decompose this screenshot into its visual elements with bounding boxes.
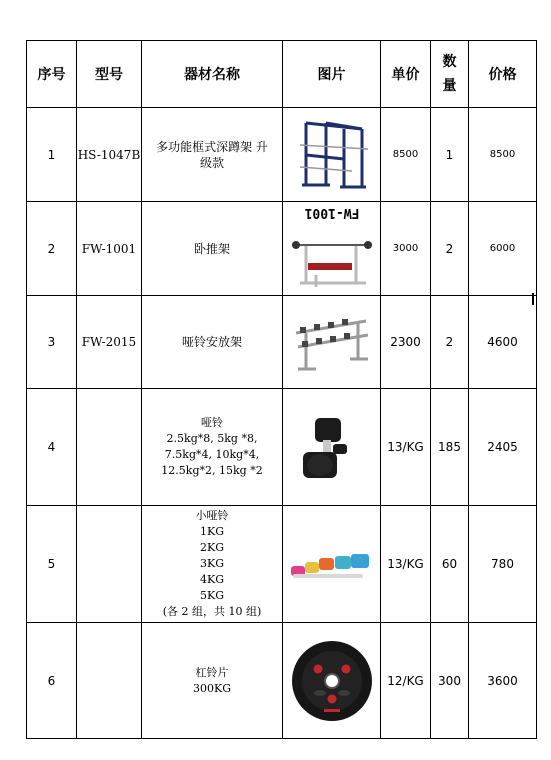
- table-row: [27, 108, 537, 202]
- cell-image: [283, 108, 381, 202]
- cell-unit-price: 12/KG: [381, 623, 431, 739]
- name-line: 3KG: [199, 557, 224, 570]
- cell-index: 1: [27, 108, 77, 202]
- cell-image: [283, 389, 381, 506]
- squat-rack-image: [292, 115, 372, 195]
- header-row: [27, 41, 537, 108]
- header-quantity-top: 数: [442, 54, 457, 70]
- header-index: 序号: [27, 41, 77, 108]
- cell-price: 780: [469, 506, 537, 623]
- cell-index: 5: [27, 506, 77, 623]
- name-line: 卧推架: [193, 241, 230, 256]
- cell-model: FW-2015: [77, 296, 142, 389]
- dumbbell-rack-image: [286, 307, 378, 377]
- table-row: [27, 506, 537, 623]
- cell-image: [283, 506, 381, 623]
- table-row: [27, 296, 537, 389]
- cell-price: 2405: [469, 389, 537, 506]
- cell-name: [142, 506, 283, 623]
- header-unit-price: 单价: [381, 41, 431, 108]
- table-row: [27, 389, 537, 506]
- cell-index: 3: [27, 296, 77, 389]
- table-row: [27, 202, 537, 296]
- name-line: 多功能框式深蹲架 升: [156, 139, 268, 154]
- name-line: 小哑铃: [195, 509, 229, 522]
- name-line: 300KG: [192, 681, 231, 695]
- name-line: 杠铃片: [195, 665, 229, 679]
- header-price: 价格: [469, 41, 537, 108]
- margin-mark: [532, 293, 534, 305]
- cell-quantity: 2: [431, 202, 469, 296]
- cell-price: 4600: [469, 296, 537, 389]
- cell-quantity: 60: [431, 506, 469, 623]
- cell-model: [77, 623, 142, 739]
- equipment-table: [26, 40, 537, 739]
- cell-image: [283, 623, 381, 739]
- name-line: 哑铃安放架: [181, 335, 242, 349]
- name-line: 7.5kg*4, 10kg*4,: [164, 448, 260, 461]
- weight-plate-image: [290, 639, 374, 723]
- header-model: 型号: [77, 41, 142, 108]
- cell-model: [77, 389, 142, 506]
- cell-quantity: 185: [431, 389, 469, 506]
- cell-unit-price: 2300: [381, 296, 431, 389]
- name-line: 2KG: [199, 541, 224, 554]
- header-quantity-bottom: 量: [442, 78, 457, 94]
- cell-quantity: 1: [431, 108, 469, 202]
- name-line: 1KG: [199, 525, 224, 538]
- cell-name: [142, 623, 283, 739]
- cell-index: 6: [27, 623, 77, 739]
- bench-press-image: [286, 205, 378, 293]
- name-line: (各 2 组，共 10 组): [162, 605, 262, 618]
- name-line: 12.5kg*2, 15kg *2: [161, 464, 263, 477]
- cell-price: 8500: [469, 108, 537, 202]
- cell-quantity: 2: [431, 296, 469, 389]
- cell-name: [142, 108, 283, 202]
- cell-price: 6000: [469, 202, 537, 296]
- cell-unit-price: 13/KG: [381, 506, 431, 623]
- cell-unit-price: 8500: [381, 108, 431, 202]
- name-line: 级款: [199, 155, 224, 170]
- cell-name: [142, 296, 283, 389]
- name-line: 2.5kg*8, 5kg *8,: [166, 432, 258, 445]
- cell-image: [283, 296, 381, 389]
- cell-quantity: 300: [431, 623, 469, 739]
- cell-unit-price: 3000: [381, 202, 431, 296]
- cell-price: 3600: [469, 623, 537, 739]
- header-quantity: [431, 41, 469, 108]
- name-line: 5KG: [199, 589, 224, 602]
- cell-model: [77, 506, 142, 623]
- name-line: 4KG: [199, 573, 224, 586]
- cell-model: FW-1001: [77, 202, 142, 296]
- dumbbell-image: [297, 412, 367, 482]
- small-dumbbells-image: [289, 544, 375, 584]
- table-row: [27, 623, 537, 739]
- cell-index: 4: [27, 389, 77, 506]
- cell-index: 2: [27, 202, 77, 296]
- name-line: 哑铃: [201, 416, 223, 429]
- cell-name: [142, 389, 283, 506]
- cell-image: [283, 202, 381, 296]
- cell-unit-price: 13/KG: [381, 389, 431, 506]
- header-name: 器材名称: [142, 41, 283, 108]
- cell-name: [142, 202, 283, 296]
- header-image: 图片: [283, 41, 381, 108]
- image-caption: FW-1001: [304, 204, 359, 220]
- cell-model: HS-1047B: [77, 108, 142, 202]
